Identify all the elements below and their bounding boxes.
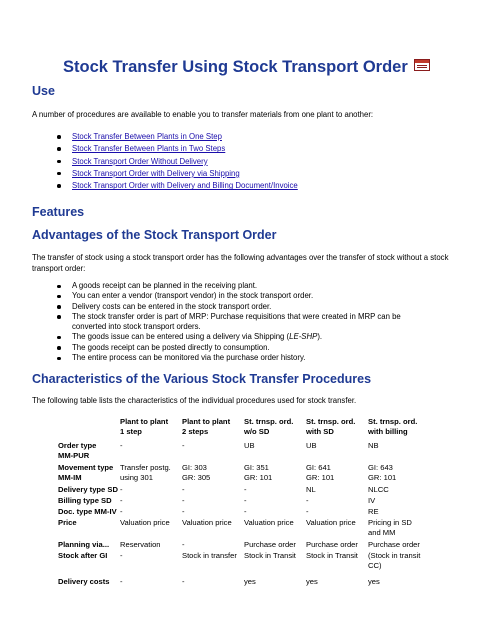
link-delivery-and-billing[interactable]: Stock Transport Order with Delivery and Billing Document/Invoice (72, 181, 298, 191)
table-cell: NLCC (368, 485, 389, 494)
table-cell: Purchase order (244, 540, 296, 549)
table-cell: IV (368, 496, 376, 505)
list-item: You can enter a vendor (transport vendor) in the stock transport order. (72, 291, 432, 301)
table-cell: GI: 351 GR: 101 (244, 463, 273, 482)
table-cell: Pricing in SD and MM (368, 518, 412, 537)
table-cell: - (120, 485, 123, 494)
table-cell: UB (306, 441, 317, 450)
row-label: Planning via... (58, 540, 110, 549)
table-cell: (Stock in transit CC) (368, 551, 421, 570)
list-item: The stock transfer order is part of MRP: Purchase requisitions that were created in MRP can be converted into stock transport orders. (72, 312, 432, 333)
table-cell: Transfer postg. using 301 (120, 463, 171, 482)
table-cell: - (182, 507, 185, 516)
row-label: Delivery type SD (58, 485, 118, 494)
characteristics-table (58, 417, 430, 588)
link-one-step[interactable]: Stock Transfer Between Plants in One Step (72, 132, 222, 141)
advantages-list (72, 281, 432, 363)
list-item: The entire process can be monitored via the purchase order history. (72, 353, 432, 363)
table-cell: Valuation price (244, 518, 294, 527)
document-icon[interactable] (414, 59, 430, 71)
table-cell: NL (306, 485, 316, 494)
table-cell: UB (244, 441, 255, 450)
table-cell: GI: 641 GR: 101 (306, 463, 335, 482)
link-two-steps[interactable]: Stock Transfer Between Plants in Two Steps (72, 144, 226, 154)
table-cell: - (182, 496, 185, 505)
advantages-intro: The transfer of stock using a stock transport order has the following advantages over the transfer of stock without a stock transport order: (32, 253, 449, 273)
link-without-delivery[interactable]: Stock Transport Order Without Delivery (72, 156, 208, 166)
advantages-heading: Advantages of the Stock Transport Order (32, 228, 277, 242)
table-cell: - (120, 507, 123, 516)
table-cell: yes (368, 577, 380, 586)
table-cell: - (182, 485, 185, 494)
table-row (58, 551, 430, 577)
table-cell: - (182, 540, 185, 549)
use-intro: A number of procedures are available to enable you to transfer materials from one plant to another: (32, 110, 374, 119)
table-cell: - (120, 577, 123, 586)
table-cell: Purchase order (368, 540, 420, 549)
list-item (72, 168, 298, 180)
table-row (58, 577, 430, 588)
row-label: Price (58, 518, 77, 527)
table-row (58, 540, 430, 551)
table-cell: Stock in Transit (244, 551, 296, 560)
table-row (58, 518, 430, 540)
column-header: St. trnsp. ord. w/o SD (244, 417, 294, 436)
table-cell: Stock in Transit (306, 551, 358, 560)
table-cell: Reservation (120, 540, 161, 549)
table-cell: - (306, 507, 309, 516)
table-cell: - (244, 496, 247, 505)
column-header: St. trnsp. ord. with billing (368, 417, 418, 436)
row-label: Order type MM-PUR (58, 441, 97, 460)
table-cell: Valuation price (120, 518, 170, 527)
table-cell: - (244, 507, 247, 516)
features-heading: Features (32, 205, 85, 219)
table-cell: yes (244, 577, 256, 586)
list-item (72, 180, 298, 192)
row-label: Movement type MM-IM (58, 463, 114, 482)
table-cell: - (306, 496, 309, 505)
list-item: Delivery costs can be entered in the stock transport order. (72, 302, 432, 312)
table-cell: Valuation price (306, 518, 356, 527)
table-corner-cell (58, 417, 120, 441)
table-cell: - (182, 577, 185, 586)
table-cell: GI: 303 GR: 305 (182, 463, 211, 482)
row-label: Billing type SD (58, 496, 112, 505)
table-cell: yes (306, 577, 318, 586)
table-row (58, 485, 430, 496)
table-header-row (58, 417, 430, 441)
link-delivery-via-shipping[interactable]: Stock Transport Order with Delivery via Shipping (72, 168, 240, 178)
table-cell: - (120, 496, 123, 505)
table-row (58, 441, 430, 463)
table-cell: - (120, 551, 123, 560)
use-heading: Use (32, 84, 55, 98)
table-cell: - (120, 441, 123, 450)
table-cell: Valuation price (182, 518, 232, 527)
list-item: A goods receipt can be planned in the receiving plant. (72, 281, 432, 291)
table-cell: - (244, 485, 247, 494)
table-cell: RE (368, 507, 379, 516)
list-item: The goods issue can be entered using a delivery via Shipping (LE-SHP). (72, 332, 432, 342)
table-cell: - (182, 441, 185, 450)
row-label: Stock after GI (58, 551, 108, 560)
characteristics-heading: Characteristics of the Various Stock Transfer Procedures (32, 372, 372, 386)
table-cell: Stock in transfer (182, 551, 237, 560)
row-label: Delivery costs (58, 577, 110, 586)
page-title: Stock Transfer Using Stock Transport Order (63, 58, 430, 77)
column-header: St. trnsp. ord. with SD (306, 417, 356, 436)
table-cell: GI: 643 GR: 101 (368, 463, 397, 482)
list-item (72, 143, 298, 155)
table-row (58, 463, 430, 485)
characteristics-intro: The following table lists the characteristics of the individual procedures used for stock transfer. (32, 396, 357, 405)
list-item (72, 131, 298, 143)
procedure-link-list (72, 131, 298, 192)
row-label: Doc. type MM-IV (58, 507, 117, 516)
list-item: The goods receipt can be posted directly to consumption. (72, 343, 432, 353)
table-row (58, 507, 430, 518)
table-cell: NB (368, 441, 379, 450)
column-header: Plant to plant 2 steps (182, 417, 231, 436)
table-cell: Purchase order (306, 540, 358, 549)
column-header: Plant to plant 1 step (120, 417, 169, 436)
list-item (72, 156, 298, 168)
table-row (58, 496, 430, 507)
